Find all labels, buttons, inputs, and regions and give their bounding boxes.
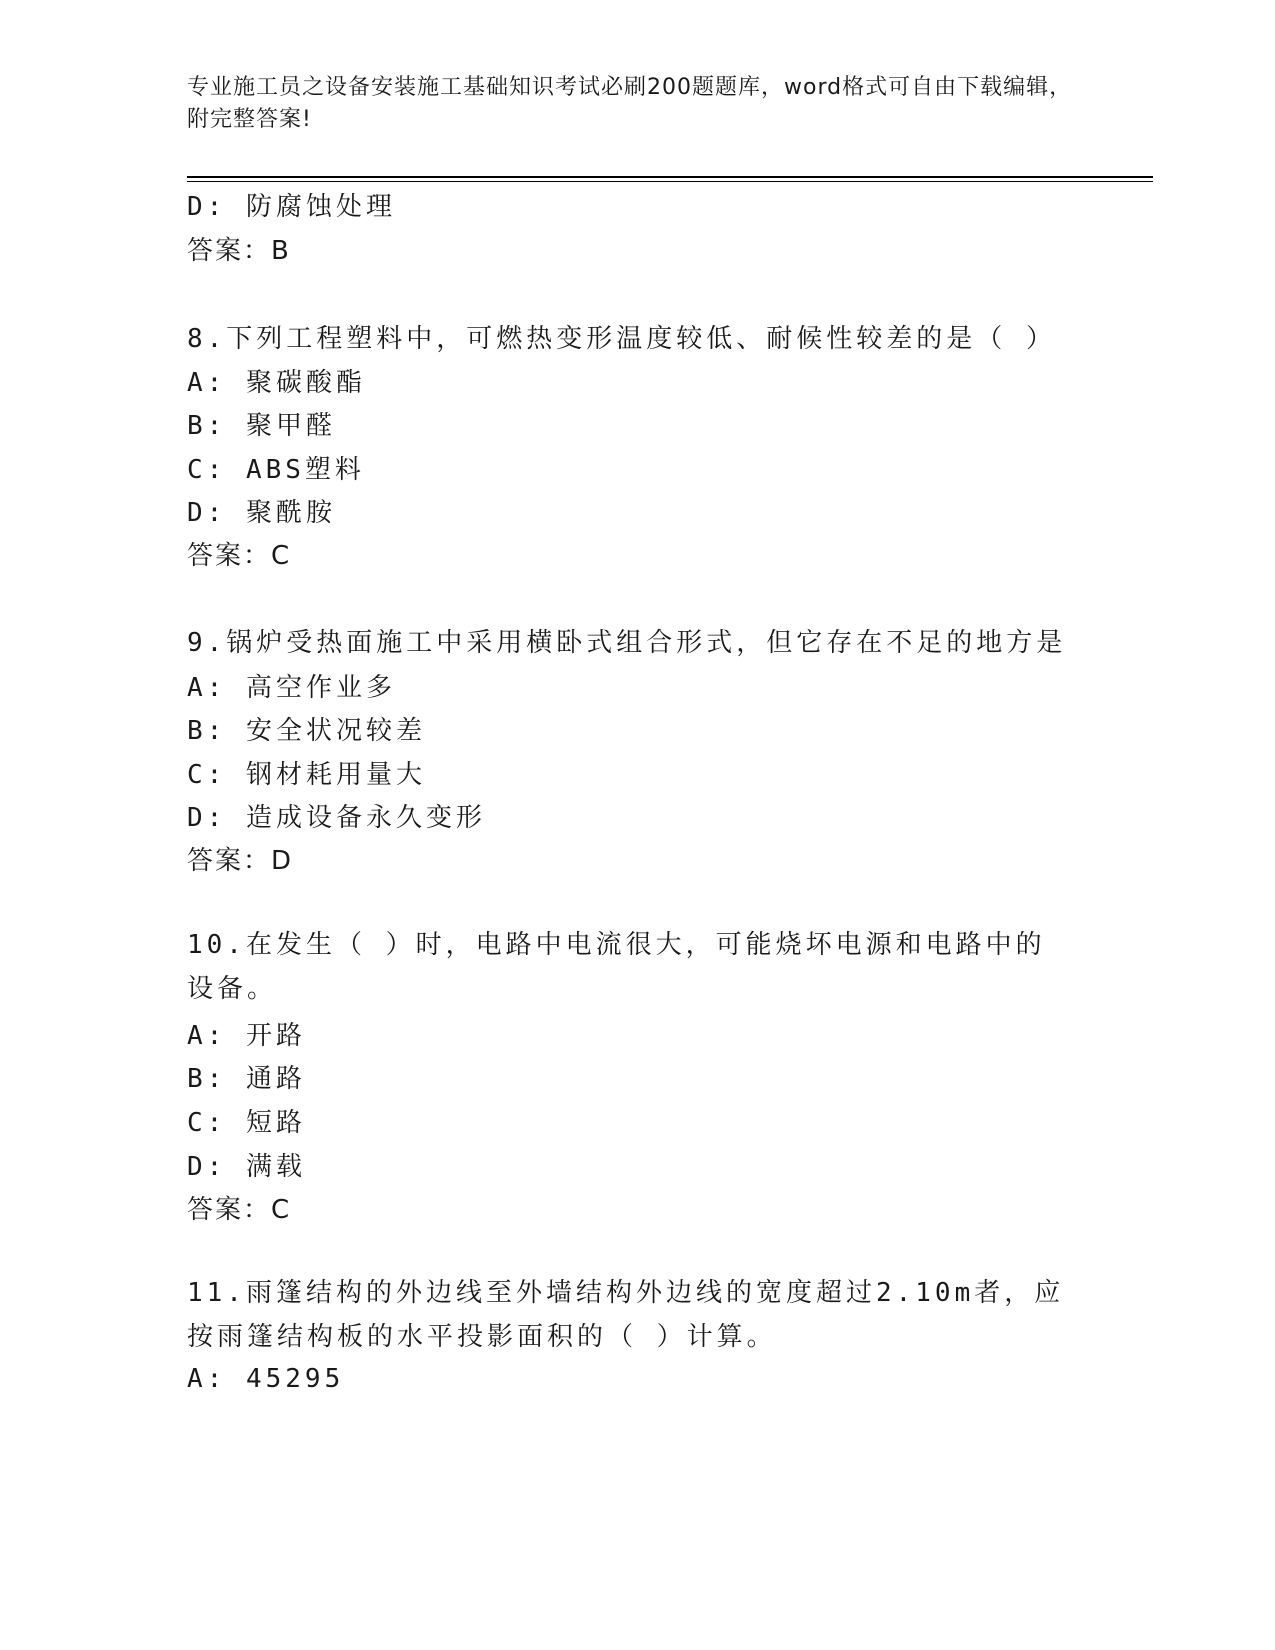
q8-question: 8.下列工程塑料中，可燃热变形温度较低、耐候性较差的是（ ）: [187, 324, 1056, 354]
q8-option-b: B: 聚甲醛: [187, 411, 336, 441]
q11-option-a: A: 45295: [187, 1364, 345, 1394]
q10-option-c: C: 短路: [187, 1108, 306, 1138]
q9-option-c: C: 钢材耗用量大: [187, 760, 426, 790]
q10-question: 10.在发生（ ）时，电路中电流很大，可能烧坏电源和电路中的设备。: [187, 930, 1046, 1004]
q8-option-d: D: 聚酰胺: [187, 498, 336, 528]
q7-option-d: D: 防腐蚀处理: [187, 192, 396, 222]
document-header: 专业施工员之设备安装施工基础知识考试必刷200题题库，word格式可自由下载编辑，附完整答案!: [187, 75, 1073, 132]
q9-answer: 答案：D: [187, 846, 294, 876]
q8-option-c: C: ABS塑料: [187, 455, 365, 485]
q9-option-a: A: 高空作业多: [187, 673, 396, 703]
q9-option-b: B: 安全状况较差: [187, 716, 426, 746]
q10-option-a: A: 开路: [187, 1021, 306, 1051]
q8-answer: 答案：C: [187, 541, 292, 571]
q10-answer: 答案：C: [187, 1195, 292, 1225]
q9-question: 9.锅炉受热面施工中采用横卧式组合形式，但它存在不足的地方是: [187, 628, 1067, 658]
q9-option-d: D: 造成设备永久变形: [187, 803, 486, 833]
header-divider: [187, 176, 1153, 182]
q10-option-b: B: 通路: [187, 1064, 306, 1094]
q11-question: 11.雨篷结构的外边线至外墙结构外边线的宽度超过2.10m者，应按雨篷结构板的水平投影面积的（ ）计算。: [187, 1278, 1065, 1352]
q8-option-a: A: 聚碳酸酯: [187, 368, 366, 398]
q7-answer: 答案：B: [187, 236, 291, 266]
q10-option-d: D: 满载: [187, 1152, 306, 1182]
